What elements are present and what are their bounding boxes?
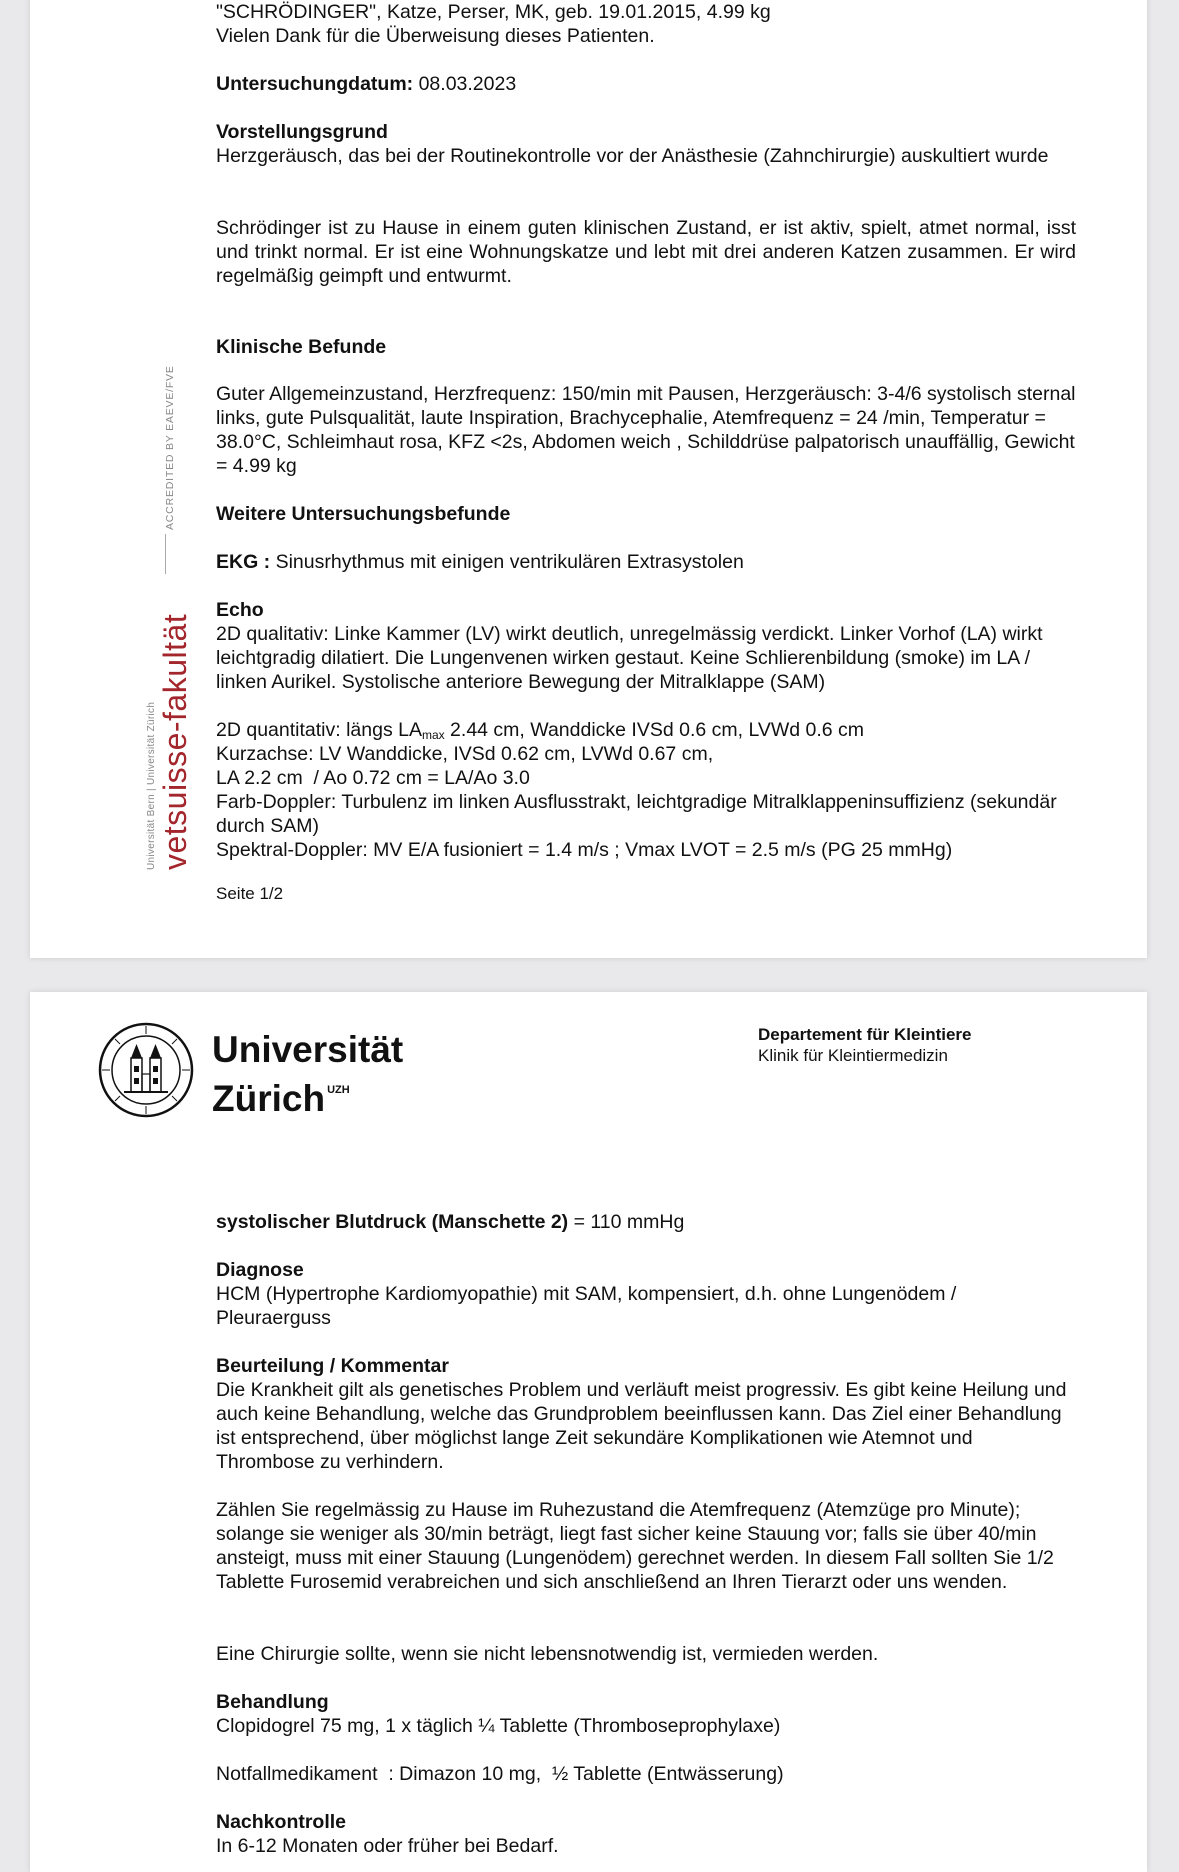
vetsuisse-logo-main: vetsuisse-fakultät <box>157 613 193 870</box>
echo-heading: Echo <box>216 599 264 621</box>
ekg-label: EKG : <box>216 551 271 573</box>
reason-text: Herzgeräusch, das bei der Routinekontrolle vor der Anästhesie (Zahnchirurgie) auskultiert wurde <box>216 145 1049 167</box>
followup-heading: Nachkontrolle <box>216 1811 347 1833</box>
surgery-text: Eine Chirurgie sollte, wenn sie nicht lebensnotwendig ist, vermieden werden. <box>216 1643 879 1665</box>
uzh-line-2: Zürich <box>212 1078 326 1119</box>
echo-spectral-doppler: Spektral-Doppler: MV E/A fusioniert = 1.4 m/s ; Vmax LVOT = 2.5 m/s (PG 25 mmHg) <box>216 839 953 861</box>
accreditation-text: ACCREDITED BY EAEVE/FVE <box>164 365 176 530</box>
further-heading: Weitere Untersuchungsbefunde <box>216 503 511 525</box>
assessment-heading: Beurteilung / Kommentar <box>216 1355 449 1377</box>
accreditation-divider <box>165 534 166 574</box>
uzh-wordmark <box>212 1030 403 1119</box>
treatment-text: Clopidogrel 75 mg, 1 x täglich ¼ Tablette (Thromboseprophylaxe) <box>216 1715 781 1737</box>
treatment-heading: Behandlung <box>216 1691 329 1713</box>
exam-date-value: 08.03.2023 <box>413 73 517 95</box>
ekg-text: Sinusrhythmus mit einigen ventrikulären Extrasystolen <box>270 551 744 573</box>
reason-heading: Vorstellungsgrund <box>216 121 388 143</box>
echo-color-doppler: Farb-Doppler: Turbulenz im linken Ausflusstrakt, leichtgradige Mitralklappeninsuffizienz (sekundär durch SAM) <box>216 791 1063 837</box>
echo-quant-b: 2.44 cm, Wanddicke IVSd 0.6 cm, LVWd 0.6 cm <box>444 719 865 741</box>
ekg-line <box>216 550 1076 574</box>
echo-qualitative: 2D qualitativ: Linke Kammer (LV) wirkt deutlich, unregelmässig verdickt. Linker Vorhof (LA) wirkt leichtgradig dilatiert. Die Lungenvenen wirken gestaut. Keine Schlierenbildung (smoke) im LA / linken Aurikel. Systolische anteriore Bewegung der Mitralklappe (SAM) <box>216 623 1048 693</box>
bp-label: systolischer Blutdruck (Manschette 2) <box>216 1211 569 1233</box>
diagnosis-heading: Diagnose <box>216 1259 304 1281</box>
report-page-1 <box>30 0 1147 958</box>
echo-short-axis: Kurzachse: LV Wanddicke, IVSd 0.62 cm, LVWd 0.67 cm, <box>216 743 714 765</box>
exam-date-label: Untersuchungdatum: <box>216 73 414 95</box>
uzh-line-1: Universität <box>212 1029 404 1070</box>
patient-line: "SCHRÖDINGER", Katze, Perser, MK, geb. 19.01.2015, 4.99 kg <box>216 1 771 23</box>
emergency-medication: Notfallmedikament : Dimazon 10 mg, ½ Tablette (Entwässerung) <box>216 1763 784 1785</box>
echo-quant-sub: max <box>421 728 445 742</box>
assessment-text: Die Krankheit gilt als genetisches Problem und verläuft meist progressiv. Es gibt keine Heilung und auch keine Behandlung, welche das Grundproblem beeinflussen kann. Das Ziel einer Behandlung ist entsprechend, über möglichst lange Zeit sekundäre Komplikationen wie Atemnot und Thrombose zu verhindern. <box>216 1379 1072 1473</box>
clinical-text: Guter Allgemeinzustand, Herzfrequenz: 150/min mit Pausen, Herzgeräusch: 3-4/6 systolisch sternal links, gute Pulsqualität, laute Inspiration, Brachycephalie, Atemfrequenz = 24 /min, Temperatur = 38.0°C, Schleimhaut rosa, KFZ <2s, Abdomen weich , Schilddrüse palpatorisch unauffällig, Gewicht = 4.99 kg <box>216 383 1081 477</box>
thanks-text: Vielen Dank für die Überweisung dieses Patienten. <box>216 25 655 47</box>
echo-quant-a: 2D quantitativ: längs LA <box>216 719 422 741</box>
uzh-sup: UZH <box>327 1084 350 1096</box>
bp-value: = 110 mmHg <box>568 1211 685 1233</box>
department-subtitle: Klinik für Kleintiermedizin <box>758 1046 948 1065</box>
blood-pressure <box>216 1210 1076 1234</box>
diagnosis-text: HCM (Hypertrophe Kardiomyopathie) mit SAM, kompensiert, d.h. ohne Lungenödem / Pleuraerguss <box>216 1283 962 1329</box>
history-text: Schrödinger ist zu Hause in einem guten klinischen Zustand, er ist aktiv, spielt, atmet normal, isst und trinkt normal. Er ist eine Wohnungskatze und lebt mit drei anderen Katzen zusammen. Er wird regelmäßig geimpft und entwurmt. <box>216 217 1082 287</box>
vetsuisse-logo <box>146 614 194 870</box>
clinical-heading: Klinische Befunde <box>216 336 387 358</box>
report-page-2 <box>30 992 1147 1872</box>
breathing-text: Zählen Sie regelmässig zu Hause im Ruhezustand die Atemfrequenz (Atemzüge pro Minute); solange sie weniger als 30/min beträgt, liegt fast sicher keine Stauung vor; falls sie über 40/min ansteigt, muss mit einer Stauung (Lungenödem) gerechnet werden. In diesem Fall sollten Sie 1/2 Tablette Furosemid verabreichen und sich anschließend an Ihren Tierarzt oder uns wenden. <box>216 1499 1059 1593</box>
department-title: Departement für Kleintiere <box>758 1025 972 1044</box>
followup-text: In 6-12 Monaten oder früher bei Bedarf. <box>216 1835 559 1857</box>
echo-la-ao: LA 2.2 cm / Ao 0.72 cm = LA/Ao 3.0 <box>216 767 530 789</box>
exam-date <box>216 72 1076 96</box>
page-number: Seite 1/2 <box>216 884 284 903</box>
uzh-seal-icon <box>98 1022 194 1118</box>
vetsuisse-logo-top: Universität Bern | Universität Zürich <box>146 701 157 870</box>
department-header <box>758 1024 972 1066</box>
